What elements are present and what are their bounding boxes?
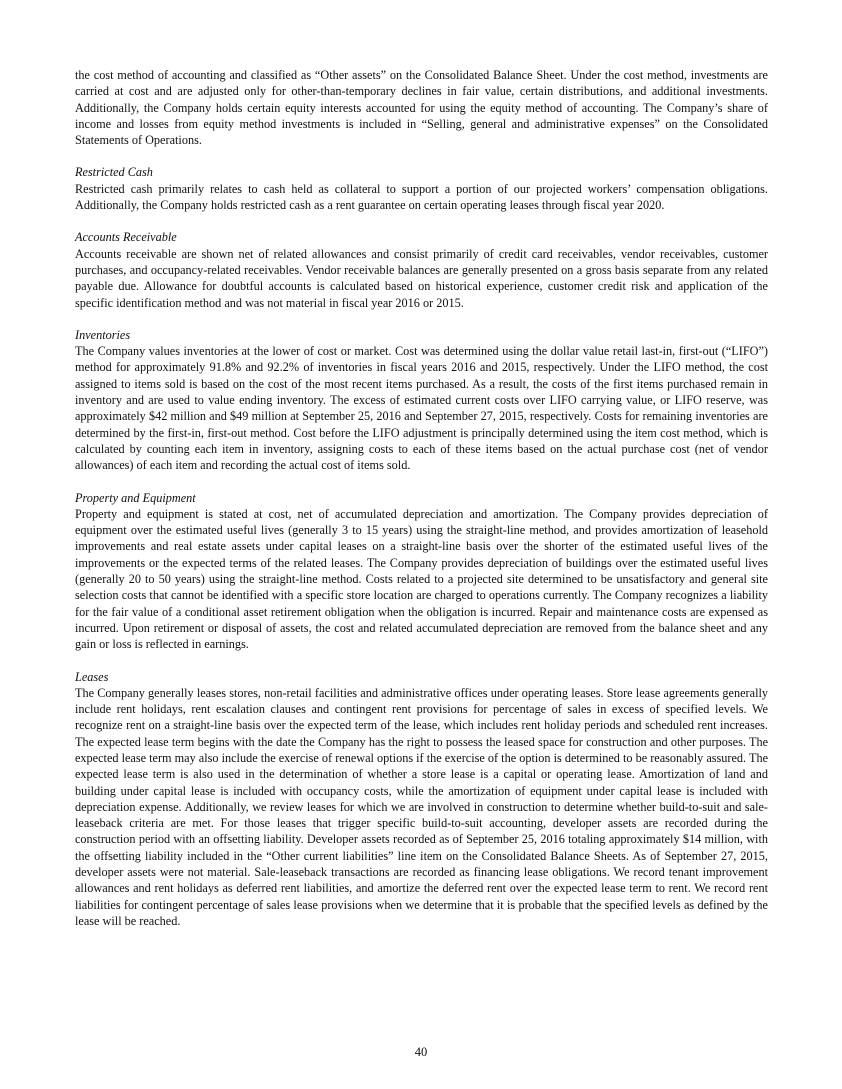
section-accounts-receivable xyxy=(75,229,768,310)
page-number: 40 xyxy=(414,1045,428,1059)
document-body xyxy=(75,67,768,929)
section-leases xyxy=(75,669,768,930)
intro-paragraph: the cost method of accounting and classified as “Other assets” on the Consolidated Balance Sheet. Under the cost method, investments are carried at cost and are adjusted only for other-than-temporary declines in fair value, certain distributions, and additional investments. Additionally, the Company holds certain equity interests accounted for using the equity method of accounting. The Company’s share of income and losses from equity method investments is included in “Selling, general and administrative expenses” on the Consolidated Statements of Operations. xyxy=(75,68,768,148)
section-paragraph: The Company generally leases stores, non-retail facilities and administrative offices under operating leases. Store lease agreements generally include rent holidays, rent escalation clauses and contingent rent provisions for percentage of sales in excess of specified levels. We recognize rent on a straight-line basis over the expected term of the lease, which includes rent holiday periods and scheduled rent increases. The expected lease term begins with the date the Company has the right to possess the leased space for construction and other purposes. The expected lease term may also include the exercise of renewal options if the exercise of the option is determined to be reasonably assured. The expected lease term is also used in the determination of whether a store lease is a capital or operating lease. Amortization of land and building under capital lease is included with occupancy costs, while the amortization of equipment under capital lease is included with depreciation expense. Additionally, we review leases for which we are involved in construction to determine whether build-to-suit and sale-leaseback criteria are met. For those leases that trigger specific build-to-suit accounting, developer assets are recorded during the construction period with an offsetting liability. Developer assets recorded as of September 25, 2016 totaling approximately $14 million, with the offsetting liability included in the “Other current liabilities” line item on the Consolidated Balance Sheets. As of September 27, 2015, developer assets were not material. Sale-leaseback transactions are recorded as financing lease obligations. We record tenant improvement allowances and rent holidays as deferred rent liabilities, and amortize the deferred rent over the expected lease term to rent. We record rent liabilities for contingent percentage of sales lease provisions when we determine that it is probable that the specified levels as defined by the lease will be reached. xyxy=(75,685,769,928)
section-heading: Leases xyxy=(75,669,109,684)
section-paragraph: Restricted cash primarily relates to cash held as collateral to support a portion of our projected workers’ compensation obligations. Additionally, the Company holds restricted cash as a rent guarantee on certain operating leases through fiscal year 2020. xyxy=(75,181,768,213)
section-heading: Restricted Cash xyxy=(75,165,153,180)
section-heading: Property and Equipment xyxy=(75,490,196,505)
section-restricted-cash xyxy=(75,164,768,213)
section-paragraph: Property and equipment is stated at cost, net of accumulated depreciation and amortization. The Company provides depreciation of equipment over the estimated useful lives (generally 3 to 15 years) using the straight-line method, and provides amortization of leasehold improvements and real estate assets under capital leases on a straight-line basis over the shorter of the estimated useful lives of the improvements or the expected terms of the related leases. The Company provides depreciation of buildings over the estimated useful lives (generally 20 to 50 years) using the straight-line method. Costs related to a projected site determined to be unsatisfactory and general site selection costs that cannot be identified with a specific store location are charged to operations currently. The Company recognizes a liability for the fair value of a conditional asset retirement obligation when the obligation is incurred. Repair and maintenance costs are expensed as incurred. Upon retirement or disposal of assets, the cost and related accumulated depreciation are removed from the balance sheet and any gain or loss is reflected in earnings. xyxy=(75,506,768,652)
section-heading: Accounts Receivable xyxy=(75,230,177,245)
section-paragraph: The Company values inventories at the lower of cost or market. Cost was determined using the dollar value retail last-in, first-out (“LIFO”) method for approximately 91.8% and 92.2% of inventories in fiscal years 2016 and 2015, respectively. Under the LIFO method, the cost assigned to items sold is based on the cost of the most recent items purchased. As a result, the costs of the first items purchased remain in inventory and are used to value ending inventory. The excess of estimated current costs over LIFO carrying value, or LIFO reserve, was approximately $42 million and $49 million at September 25, 2016 and September 27, 2015, respectively. Costs for remaining inventories are determined by the first-in, first-out method. Cost before the LIFO adjustment is principally determined using the item cost method, which is calculated by counting each item in inventory, assigning costs to each of these items based on the actual purchase cost (net of vendor allowances) of each item and recording the actual cost of items sold. xyxy=(75,344,768,473)
section-heading: Inventories xyxy=(75,327,131,342)
section-property-and-equipment xyxy=(75,490,768,653)
section-paragraph: Accounts receivable are shown net of related allowances and consist primarily of credit card receivables, vendor receivables, customer purchases, and occupancy-related receivables. Vendor receivable balances are generally presented on a gross basis separate from any related payable due. Allowance for doubtful accounts is calculated based on historical experience, customer credit risk and application of the specific identification method and was not material in fiscal year 2016 or 2015. xyxy=(75,246,768,310)
section-inventories xyxy=(75,327,768,474)
